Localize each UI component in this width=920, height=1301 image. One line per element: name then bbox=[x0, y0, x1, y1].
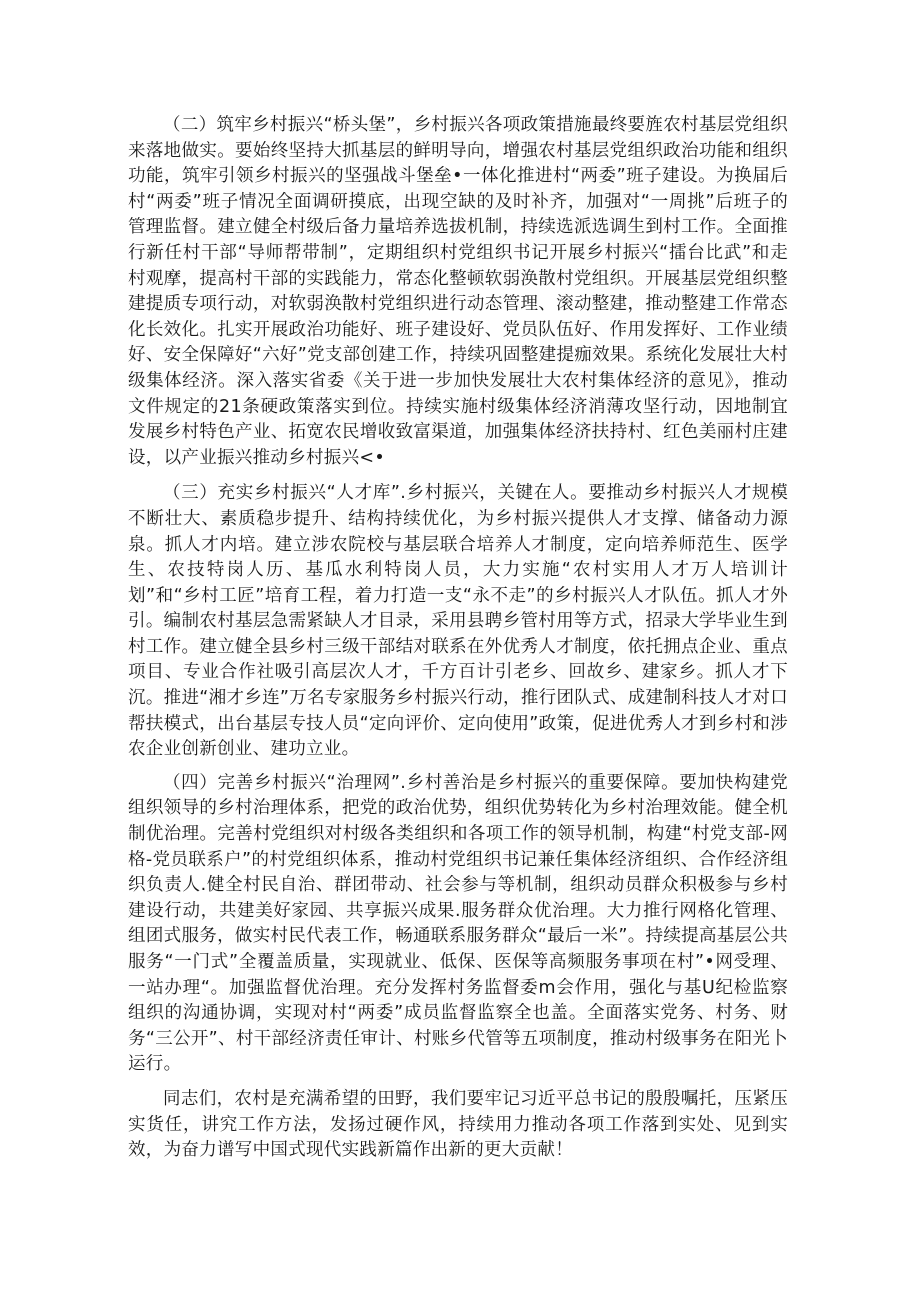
paragraph-closing: 同志们，农村是充满希望的田野，我们要牢记习近平总书记的殷殷嘱托，压紧压实货任，讲究工作方法，发扬过硬作风，持续用力推动各项工作落到实处、见到实效，为奋力谱写中国式现代实践新篇作出新的更大贡献！ bbox=[128, 1088, 788, 1161]
paragraph-section-two: （二）筑牢乡村振兴“桥头堡”，乡村振兴各项政策措施最终要旌农村基层党组织来落地做实。要始终坚持大抓基层的鲜明导向，增强农村基层党组织政治功能和组织功能，筑牢引领乡村振兴的坚强战斗堡垒•一体化推进村“两委”班子建设。为换届后村“两委”班子情况全面调研摸底，出现空缺的及时补齐，加强对“一周挑”后班子的管理监督。建立健全村级后备力量培养选拔机制，持续选派选调生到村工作。全面推行新任村干部“导师帮带制”，定期组织村党组织书记开展乡村振兴“擂台比武”和走村观摩，提高村干部的实践能力，常态化整顿软弱涣散村党组织。开展基层党组织整建提质专项行动，对软弱涣散村党组织进行动态管理、滚动整建，推动整建工作常态化长效化。扎实开展政治功能好、班子建设好、党员队伍好、作用发挥好、工作业绩好、安全保障好“六好”党支部创建工作，持续巩固整建提痂效果。系统化发展壮大村级集体经济。深入落实省委《关于进一步加快发展壮大农村集体经济的意见》，推动文件规定的21条硬政策落实到位。持续实施村级集体经济消薄攻坚行动，因地制宜发展乡村特色产业、拓宽农民增收致富渠道，加强集体经济扶持村、红色美丽村庄建设，以产业振兴推动乡村振兴<• bbox=[128, 115, 788, 468]
paragraph-section-four: （四）完善乡村振兴“治理网”.乡村善治是乡村振兴的重要保障。要加快构建党组织领导的乡村治理体系，把党的政治优势，组织优势转化为乡村治理效能。健全机制优治理。完善村党组织对村级各类组织和各项工作的领导机制，构建“村党支部-网格-党员联系户”的村党组织体系，推动村党组织书记兼任集体经济组织、合作经济组织负责人.健全村民自治、群团带动、社会参与等机制，组织动员群众积极参与乡村建设行动，共建美好家园、共享振兴成果.服务群众优治理。大力推行网格化管理、组团式服务，做实村民代表工作，畅通联系服务群众“最后一米”。持续提高基层公共服务“一门式”全覆盖质量，实现就业、低保、医保等高频服务事项在村”•网受理、一站办理“。加强监督优治理。充分发挥村务监督委m会作用，强化与基U纪检监察组织的沟通协调，实现对村“两委”成员监督监察全也盖。全面落实党务、村务、财务“三公开”、村干部经济责任审计、村账乡代管等五项制度，推动村级事务在阳光卜运行。 bbox=[128, 772, 788, 1075]
paragraph-section-three: （三）充实乡村振兴“人才库”.乡村振兴，关键在人。要推动乡村振兴人才规模不断壮大、素质稳步提升、结构持续优化，为乡村振兴提供人才支撑、储备动力源泉。抓人才内培。建立涉农院校与基层联合培养人才制度，定向培养师范生、医学生、农技特岗人历、基瓜水利特岗人员，大力实施“农村实用人才万人培训计划”和“乡村工匠”培育工程，着力打造一支“永不走”的乡村振兴人才队伍。抓人才外引。编制农村基层急需紧缺人才目录，采用县聘乡管村用等方式，招录大学毕业生到村工作。建立健全县乡村三级干部结对联系在外优秀人才制度，依托拥点企业、重点项目、专业合作社吸引高层次人才，千方百计引老乡、回故乡、建家乡。抓人才下沉。推进“湘才乡连”万名专家服务乡村振兴行动，推行团队式、成建制科技人才对口帮扶模式，出台基层专技人员“定向评价、定向使用”政策，促进优秀人才到乡村和涉农企业创新创业、建功立业。 bbox=[128, 483, 788, 760]
document-body bbox=[128, 113, 788, 1164]
